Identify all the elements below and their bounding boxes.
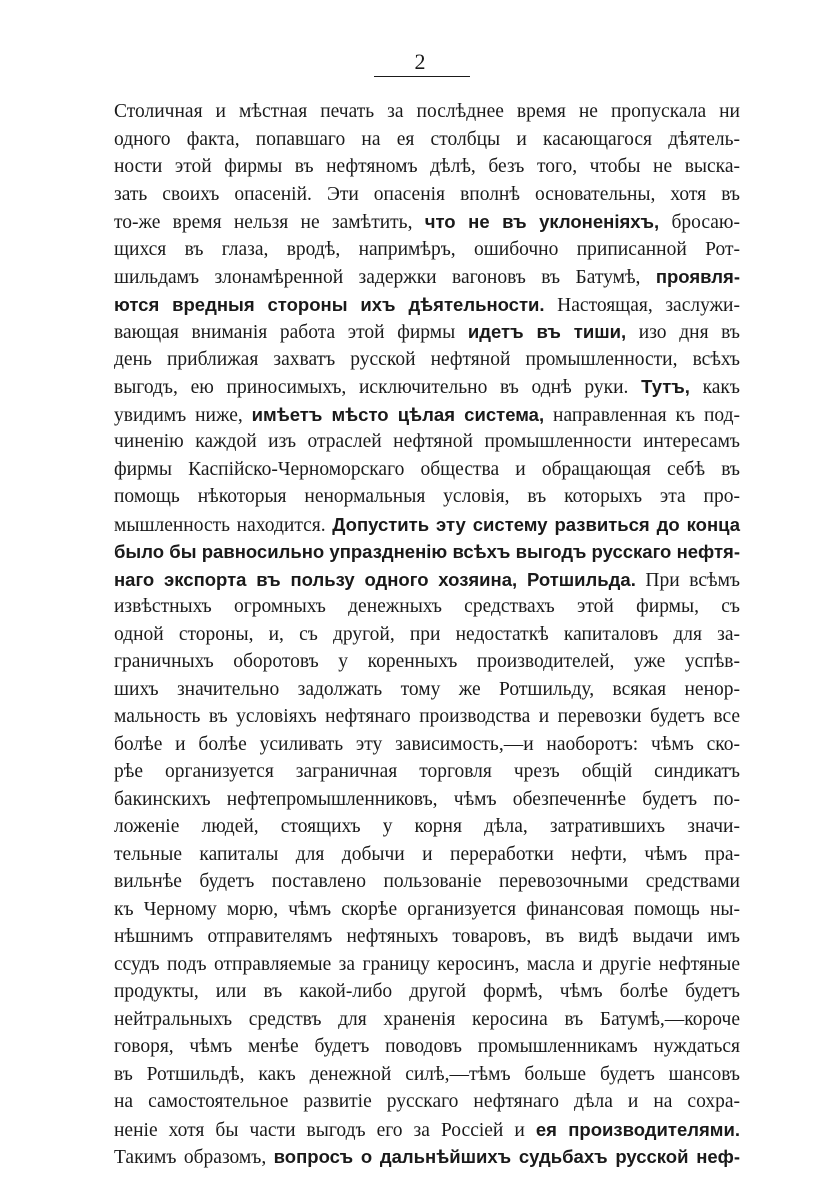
text-segment: рѣе организуется заграничная торговля чрезъ общій синдикатъ bbox=[114, 761, 740, 782]
text-segment: Такимъ образомъ, bbox=[114, 1147, 274, 1168]
text-segment: шихъ значительно задолжать тому же Ротшильду, всякая ненор- bbox=[114, 678, 740, 700]
text-segment: чиненію каждой изъ отраслей нефтяной промышленности интересамъ bbox=[114, 431, 740, 452]
text-segment: то-же время нельзя не замѣтить, bbox=[114, 212, 425, 233]
text-line bbox=[114, 483, 740, 511]
text-segment: При всѣмъ bbox=[635, 569, 740, 591]
body-text bbox=[114, 98, 740, 1171]
text-segment: одной стороны, и, съ другой, при недостаткѣ капиталовъ для за- bbox=[114, 623, 740, 645]
text-line bbox=[114, 566, 740, 594]
text-line bbox=[114, 978, 740, 1006]
text-line bbox=[114, 841, 740, 869]
bold-text-segment: проявля- bbox=[655, 266, 740, 287]
bold-text-segment: вопросъ о дальнѣйшихъ судьбахъ русской неф- bbox=[273, 1146, 741, 1167]
text-segment: мышленность находится. bbox=[114, 514, 333, 536]
text-segment: вающая вниманія работа этой фирмы bbox=[114, 322, 468, 343]
text-segment: фирмы Каспійско-Черноморскаго общества и обращающая себѣ въ bbox=[114, 458, 740, 480]
text-segment: шильдамъ злонамѣренной задержки вагоновъ въ Батумѣ, bbox=[114, 267, 656, 288]
text-line bbox=[114, 181, 740, 209]
text-line bbox=[114, 703, 740, 731]
text-segment: бакинскихъ нефтепромышленниковъ, чѣмъ обезпеченнѣе будетъ по- bbox=[114, 788, 740, 810]
text-line bbox=[114, 208, 740, 236]
text-segment: граничныхъ оборотовъ у коренныхъ производителей, уже успѣв- bbox=[114, 651, 740, 672]
text-line bbox=[114, 1033, 740, 1061]
text-segment: въ Ротшильдѣ, какъ денежной силѣ,—тѣмъ больше будетъ шансовъ bbox=[114, 1063, 740, 1085]
text-line bbox=[114, 648, 740, 676]
bold-text-segment: Тутъ, bbox=[641, 376, 690, 397]
page-number: 2 bbox=[414, 49, 426, 74]
text-segment: мальность въ условіяхъ нефтянаго производства и перевозки будетъ все bbox=[114, 706, 740, 727]
text-segment: говоря, чѣмъ менѣе будетъ поводовъ промышленникамъ нуждаться bbox=[114, 1036, 740, 1057]
text-line bbox=[114, 373, 740, 401]
text-segment: щихся въ глаза, вродѣ, напримѣръ, ошибочно приписанной Рот- bbox=[114, 238, 740, 260]
text-segment: выгодъ, ею приносимыхъ, исключительно въ однѣ руки. bbox=[114, 377, 642, 398]
text-line bbox=[114, 1006, 740, 1034]
bold-text-segment: Допустить эту систему развиться до конца bbox=[332, 513, 741, 535]
bold-text-segment: ются вредныя стороны ихъ дѣятельности. bbox=[114, 293, 545, 315]
bold-text-segment: имѣетъ мѣсто цѣлая система, bbox=[251, 403, 545, 425]
text-line bbox=[114, 153, 740, 181]
text-line bbox=[114, 291, 740, 319]
text-segment: направленная къ под- bbox=[544, 404, 740, 426]
text-line bbox=[114, 236, 740, 264]
text-line bbox=[114, 923, 740, 951]
bold-text-segment: ея производителями. bbox=[535, 1118, 740, 1140]
text-segment: ссудъ подъ отправляемые за границу керосинъ, масла и другіе нефтяные bbox=[114, 953, 740, 975]
page-number-rule bbox=[374, 76, 470, 77]
text-line bbox=[114, 318, 740, 346]
text-line bbox=[114, 758, 740, 786]
bold-text-segment: было бы равносильно упраздненію всѣхъ выгодъ русскаго нефтя- bbox=[114, 541, 740, 562]
text-segment: изо дня въ bbox=[626, 322, 740, 343]
text-segment: Столичная и мѣстная печать за послѣднее время не пропускала ни bbox=[114, 101, 740, 122]
text-segment: продукты, или въ какой-либо другой формѣ, чѣмъ болѣе будетъ bbox=[114, 981, 740, 1002]
text-line bbox=[114, 676, 740, 704]
text-line bbox=[114, 1088, 740, 1116]
text-line bbox=[114, 126, 740, 154]
text-line bbox=[114, 401, 740, 429]
text-segment: болѣе и болѣе усиливать эту зависимость,—и наоборотъ: чѣмъ ско- bbox=[114, 733, 740, 755]
text-line bbox=[114, 621, 740, 649]
text-line bbox=[114, 868, 740, 896]
text-segment: бросаю- bbox=[659, 212, 740, 233]
text-segment: Настоящая, заслужи- bbox=[544, 294, 740, 316]
bold-text-segment: что не въ уклоненіяхъ, bbox=[424, 211, 660, 232]
text-line bbox=[114, 456, 740, 484]
text-line bbox=[114, 346, 740, 374]
text-line bbox=[114, 731, 740, 759]
text-segment: на самостоятельное развитіе русскаго нефтянаго дѣла и на сохра- bbox=[114, 1091, 740, 1112]
text-segment: извѣстныхъ огромныхъ денежныхъ средствахъ этой фирмы, съ bbox=[114, 596, 740, 617]
text-segment: день приближая захватъ русской нефтяной промышленности, всѣхъ bbox=[114, 348, 740, 370]
bold-text-segment: идетъ въ тиши, bbox=[467, 321, 627, 342]
text-line bbox=[114, 951, 740, 979]
text-line bbox=[114, 786, 740, 814]
text-line bbox=[114, 428, 740, 456]
text-segment: помощь нѣкоторыя ненормальныя условія, въ которыхъ эта про- bbox=[114, 486, 740, 507]
text-segment: увидимъ ниже, bbox=[114, 404, 252, 426]
text-line bbox=[114, 593, 740, 621]
text-line bbox=[114, 98, 740, 126]
text-segment: вильнѣе будетъ поставлено пользованіе перевозочными средствами bbox=[114, 871, 740, 892]
text-line bbox=[114, 511, 740, 539]
bold-text-segment: наго экспорта въ пользу одного хозяина, Ротшильда. bbox=[114, 568, 636, 590]
text-segment: неніе хотя бы части выгодъ его за Россіей и bbox=[114, 1119, 536, 1141]
text-line bbox=[114, 1143, 740, 1171]
text-segment: какъ bbox=[689, 377, 740, 398]
text-segment: ности этой фирмы въ нефтяномъ дѣлѣ, безъ того, чтобы не выска- bbox=[114, 156, 740, 177]
text-line bbox=[114, 538, 740, 566]
text-line bbox=[114, 1116, 740, 1144]
text-segment: тельные капиталы для добычи и переработки нефти, чѣмъ пра- bbox=[114, 843, 740, 865]
text-line bbox=[114, 263, 740, 291]
text-segment: одного факта, попавшаго на ея столбцы и касающагося дѣятель- bbox=[114, 128, 740, 150]
text-segment: зать своихъ опасеній. Эти опасенія вполнѣ основательны, хотя въ bbox=[114, 183, 740, 205]
text-line bbox=[114, 1061, 740, 1089]
text-segment: нейтральныхъ средствъ для храненія керосина въ Батумѣ,—короче bbox=[114, 1008, 740, 1030]
text-segment: нѣшнимъ отправителямъ нефтяныхъ товаровъ, въ видѣ выдачи имъ bbox=[114, 926, 740, 947]
text-line bbox=[114, 896, 740, 924]
text-line bbox=[114, 813, 740, 841]
text-segment: къ Черному морю, чѣмъ скорѣе организуется финансовая помощь ны- bbox=[114, 898, 740, 920]
text-segment: ложеніе людей, стоящихъ у корня дѣла, затратившихъ значи- bbox=[114, 816, 740, 837]
